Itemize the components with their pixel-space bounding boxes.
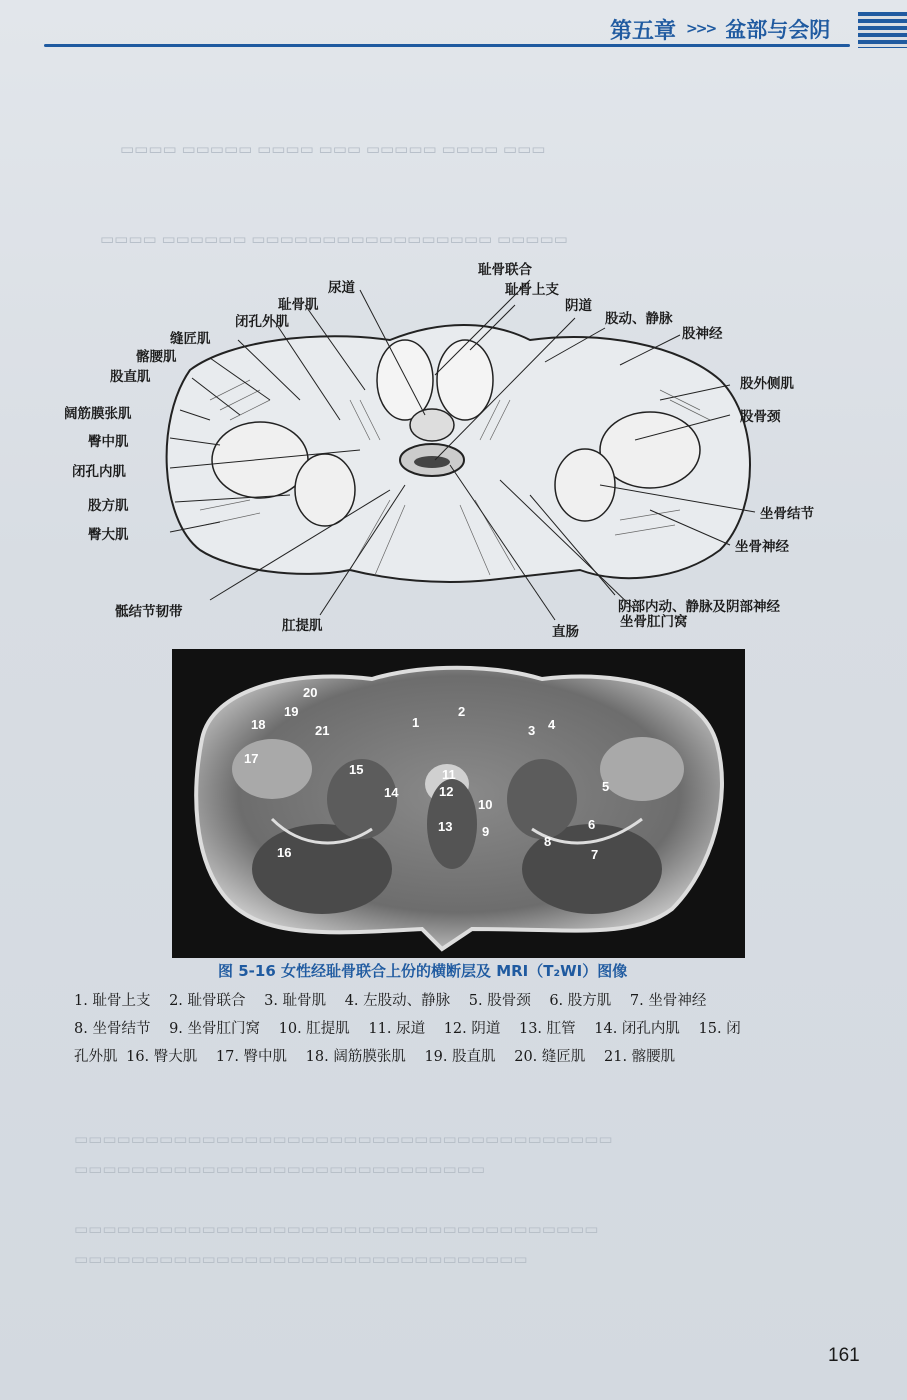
mri-label-3: 3 — [528, 723, 536, 738]
cross-section-illustration — [60, 250, 860, 640]
section-title: 盆部与会阴 — [725, 18, 831, 42]
mri-illustration — [172, 649, 745, 958]
mri-label-14: 14 — [384, 785, 399, 800]
mri-label-15: 15 — [349, 762, 364, 777]
show-through-text: ▭▭▭▭ ▭▭▭▭▭▭ ▭▭▭▭▭▭▭▭▭▭▭▭▭▭▭▭▭ ▭▭▭▭▭ — [100, 230, 568, 248]
legend-item: 孔外肌 — [74, 1049, 118, 1065]
legend-item: 5. 股骨颈 — [468, 993, 531, 1009]
mri-label-8: 8 — [544, 834, 552, 849]
legend-item: 2. 耻骨联合 — [169, 993, 246, 1009]
figure-caption: 图 5-16 女性经耻骨联合上份的横断层及 MRI（T₂WI）图像 — [218, 962, 628, 980]
legend-item: 1. 耻骨上支 — [74, 993, 151, 1009]
legend-item: 6. 股方肌 — [549, 993, 612, 1009]
show-through-text: ▭▭▭▭ ▭▭▭▭▭ ▭▭▭▭ ▭▭▭ ▭▭▭▭▭ ▭▭▭▭ ▭▭▭ — [120, 140, 546, 158]
mri-label-5: 5 — [602, 779, 610, 794]
legend-item: 15. 闭 — [698, 1021, 741, 1037]
mri-label-13: 13 — [438, 819, 453, 834]
mri-label-10: 10 — [478, 797, 493, 812]
legend-item: 14. 闭孔内肌 — [594, 1021, 680, 1037]
label-gluteus-maximus: 臀大肌 — [88, 527, 129, 543]
header-decoration — [858, 12, 907, 48]
legend-item: 13. 肛管 — [518, 1021, 576, 1037]
label-quadratus-femoris: 股方肌 — [88, 498, 129, 514]
legend-item: 10. 肛提肌 — [278, 1021, 350, 1037]
label-femoral-nerve: 股神经 — [682, 326, 723, 342]
mri-label-11: 11 — [442, 767, 456, 782]
label-femoral-vessels: 股动、静脉 — [605, 311, 673, 327]
show-through-text: ▭▭▭▭▭▭▭▭▭▭▭▭▭▭▭▭▭▭▭▭▭▭▭▭▭▭▭▭▭▭▭▭▭▭▭▭▭ — [74, 1220, 599, 1238]
mri-label-21: 21 — [315, 723, 330, 738]
label-gluteus-medius: 臀中肌 — [88, 434, 129, 450]
mri-label-12: 12 — [439, 784, 454, 799]
legend-item: 11. 尿道 — [368, 1021, 426, 1037]
label-ischial-tuberosity: 坐骨结节 — [760, 506, 814, 522]
label-obturator-externus: 闭孔外肌 — [235, 314, 289, 330]
legend-item: 4. 左股动、静脉 — [344, 993, 451, 1009]
mri-label-4: 4 — [548, 717, 556, 732]
legend-item: 21. 髂腰肌 — [604, 1049, 676, 1065]
legend-item: 3. 耻骨肌 — [264, 993, 327, 1009]
legend-item: 17. 臀中肌 — [215, 1049, 288, 1065]
mri-label-20: 20 — [303, 685, 318, 700]
label-rectum: 直肠 — [552, 624, 579, 640]
mri-label-19: 19 — [284, 704, 299, 719]
header-rule — [44, 44, 850, 47]
mri-label-16: 16 — [277, 845, 292, 860]
label-iliopsoas: 髂腰肌 — [136, 349, 177, 365]
chevron-right-icon: >>> — [686, 21, 716, 37]
mri-label-9: 9 — [482, 824, 490, 839]
label-superior-pubic-ramus: 耻骨上支 — [505, 282, 559, 298]
label-vastus-lateralis: 股外侧肌 — [740, 376, 794, 392]
label-sciatic-nerve: 坐骨神经 — [735, 539, 789, 555]
label-tensor-fasciae-latae: 阔筋膜张肌 — [64, 406, 132, 422]
anatomy-drawing — [60, 250, 860, 640]
label-pubic-symphysis: 耻骨联合 — [478, 262, 532, 278]
show-through-text: ▭▭▭▭▭▭▭▭▭▭▭▭▭▭▭▭▭▭▭▭▭▭▭▭▭▭▭▭▭▭▭▭▭▭▭▭▭▭ — [74, 1130, 613, 1148]
legend-item: 7. 坐骨神经 — [629, 993, 707, 1009]
show-through-text: ▭▭▭▭▭▭▭▭▭▭▭▭▭▭▭▭▭▭▭▭▭▭▭▭▭▭▭▭▭ — [74, 1160, 485, 1178]
page-number: 161 — [828, 1345, 860, 1366]
label-rectus-femoris: 股直肌 — [110, 369, 151, 385]
mri-label-1: 1 — [412, 715, 420, 730]
label-urethra: 尿道 — [328, 280, 355, 296]
label-sartorius: 缝匠肌 — [170, 331, 211, 347]
legend-item: 12. 阴道 — [443, 1021, 501, 1037]
mri-label-6: 6 — [588, 817, 596, 832]
mri-image — [172, 649, 745, 958]
mri-label-7: 7 — [591, 847, 599, 862]
mri-label-18: 18 — [251, 717, 266, 732]
legend-item: 18. 阔筋膜张肌 — [305, 1049, 406, 1065]
label-ischioanal-fossa: 坐骨肛门窝 — [620, 614, 688, 630]
figure-legend — [74, 987, 844, 1071]
chapter-title: 第五章 — [610, 18, 677, 44]
label-obturator-internus: 闭孔内肌 — [72, 464, 126, 480]
label-femoral-neck: 股骨颈 — [740, 409, 781, 425]
label-internal-pudendal: 阴部内动、静脉及阴部神经 — [618, 599, 780, 615]
label-levator-ani: 肛提肌 — [282, 618, 323, 634]
legend-item: 9. 坐骨肛门窝 — [169, 1021, 261, 1037]
label-vagina: 阴道 — [565, 298, 592, 314]
mri-label-2: 2 — [458, 704, 466, 719]
show-through-text: ▭▭▭▭▭▭▭▭▭▭▭▭▭▭▭▭▭▭▭▭▭▭▭▭▭▭▭▭▭▭▭▭ — [74, 1250, 528, 1268]
legend-item: 16. 臀大肌 — [126, 1049, 198, 1065]
label-pectineus: 耻骨肌 — [278, 297, 319, 313]
legend-item: 8. 坐骨结节 — [74, 1021, 151, 1037]
label-sacrotuberous-ligament: 骶结节韧带 — [115, 604, 183, 620]
legend-item: 19. 股直肌 — [424, 1049, 496, 1065]
running-header — [610, 14, 830, 44]
legend-item: 20. 缝匠肌 — [514, 1049, 586, 1065]
mri-label-17: 17 — [244, 751, 259, 766]
